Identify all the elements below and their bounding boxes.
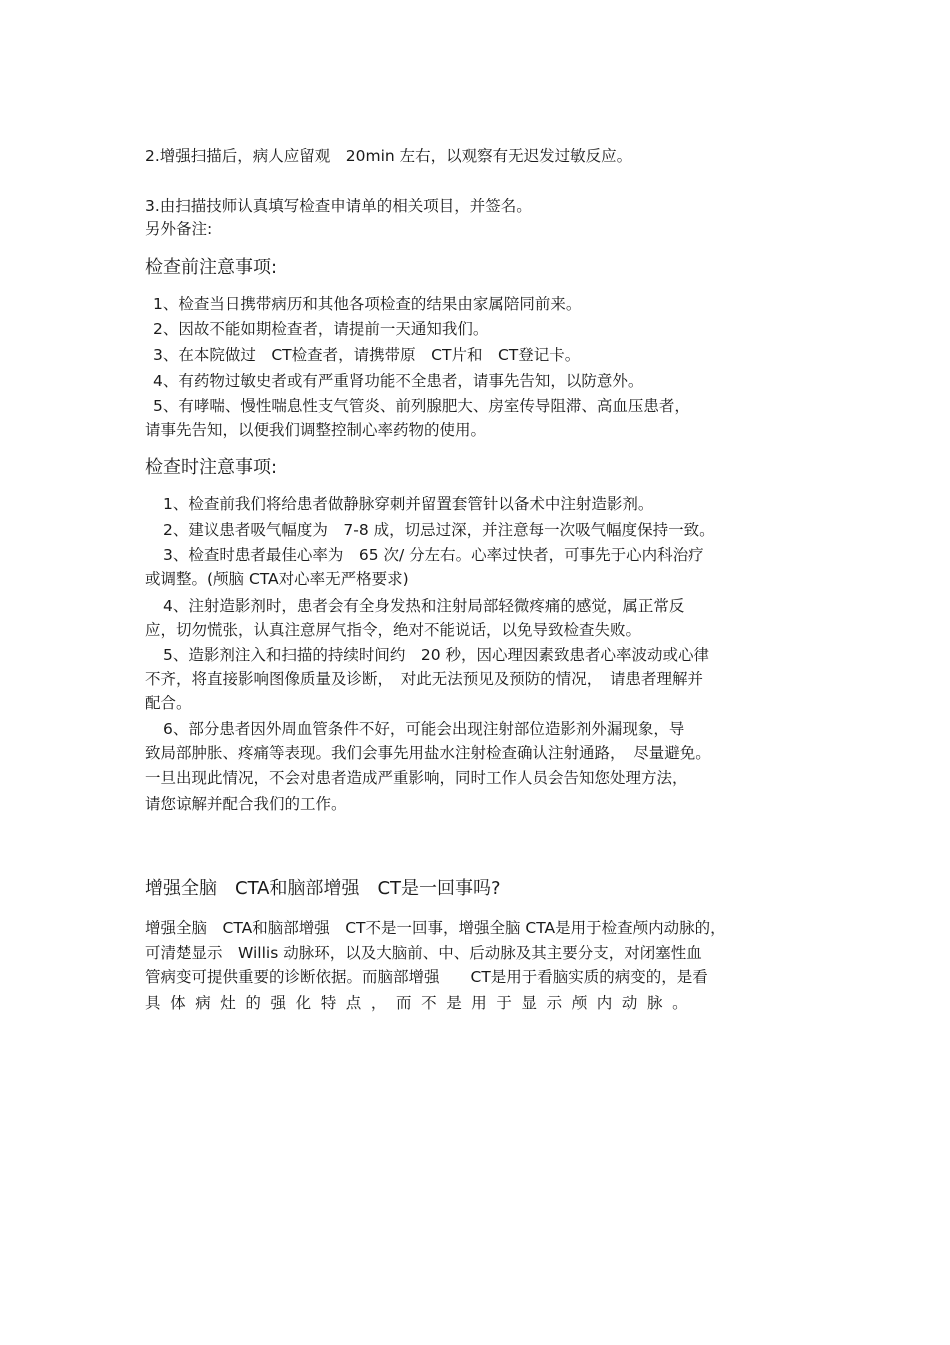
- pre-exam-heading: 检查前注意事项:: [145, 257, 278, 278]
- pre-exam-item: 2、因故不能如期检查者，请提前一天通知我们。: [153, 320, 489, 338]
- during-exam-item-continued: 请您谅解并配合我们的工作。: [145, 795, 347, 813]
- during-exam-item: 3、检查时患者最佳心率为 65 次/ 分左右。心率过快者，可事先于心内科治疗: [163, 546, 704, 564]
- during-exam-item-continued: 一旦出现此情况，不会对患者造成严重影响，同时工作人员会告知您处理方法，: [145, 769, 688, 787]
- faq-answer-line: 增强全脑 CTA和脑部增强 CT不是一回事，增强全脑 CTA是用于检查颅内动脉的，: [145, 919, 726, 937]
- faq-heading: 增强全脑 CTA和脑部增强 CT是一回事吗?: [145, 878, 501, 899]
- during-exam-item-continued: 应，切勿慌张，认真注意屏气指令，绝对不能说话，以免导致检查失败。: [145, 621, 642, 639]
- during-exam-item: 2、建议患者吸气幅度为 7-8 成，切忌过深，并注意每一次吸气幅度保持一致。: [163, 521, 715, 539]
- during-exam-item-continued: 不齐，将直接影响图像质量及诊断， 对此无法预见及预防的情况， 请患者理解并: [145, 670, 704, 688]
- pre-exam-item: 1、检查当日携带病历和其他各项检查的结果由家属陪同前来。: [153, 295, 582, 313]
- note-remarks-label: 另外备注:: [145, 220, 213, 238]
- note-technician-form: 3.由扫描技师认真填写检查申请单的相关项目，并签名。: [145, 197, 532, 215]
- pre-exam-item: 3、在本院做过 CT检查者，请携带原 CT片和 CT登记卡。: [153, 346, 581, 364]
- note-enhanced-scan-observation: 2.增强扫描后，病人应留观 20min 左右，以观察有无迟发过敏反应。: [145, 147, 633, 165]
- during-exam-heading: 检查时注意事项:: [145, 457, 278, 478]
- pre-exam-item: 5、有哮喘、慢性喘息性支气管炎、前列腺肥大、房室传导阻滞、高血压患者，: [153, 397, 690, 415]
- pre-exam-item: 4、有药物过敏史者或有严重肾功能不全患者，请事先告知，以防意外。: [153, 372, 644, 390]
- during-exam-item: 4、注射造影剂时，患者会有全身发热和注射局部轻微疼痛的感觉，属正常反: [163, 597, 685, 615]
- faq-answer-line: 可清楚显示 Willis 动脉环，以及大脑前、中、后动脉及其主要分支，对闭塞性血: [145, 944, 702, 962]
- faq-answer-line: 管病变可提供重要的诊断依据。而脑部增强 CT是用于看脑实质的病变的，是看: [145, 968, 708, 986]
- during-exam-item: 1、检查前我们将给患者做静脉穿刺并留置套管针以备术中注射造影剂。: [163, 495, 654, 513]
- during-exam-item-continued: 致局部肿胀、疼痛等表现。我们会事先用盐水注射检查确认注射通路， 尽量避免。: [145, 744, 711, 762]
- during-exam-item: 6、部分患者因外周血管条件不好，可能会出现注射部位造影剂外漏现象，导: [163, 720, 685, 738]
- during-exam-item-continued: 配合。: [145, 694, 192, 712]
- during-exam-item-continued: 或调整。(颅脑 CTA对心率无严格要求): [145, 570, 409, 588]
- faq-answer-line: 具体病灶的强化特点，而不是用于显示颅内动脉。: [145, 994, 698, 1012]
- pre-exam-item-continued: 请事先告知，以便我们调整控制心率药物的使用。: [145, 421, 487, 439]
- during-exam-item: 5、造影剂注入和扫描的持续时间约 20 秒，因心理因素致患者心率波动或心律: [163, 646, 710, 664]
